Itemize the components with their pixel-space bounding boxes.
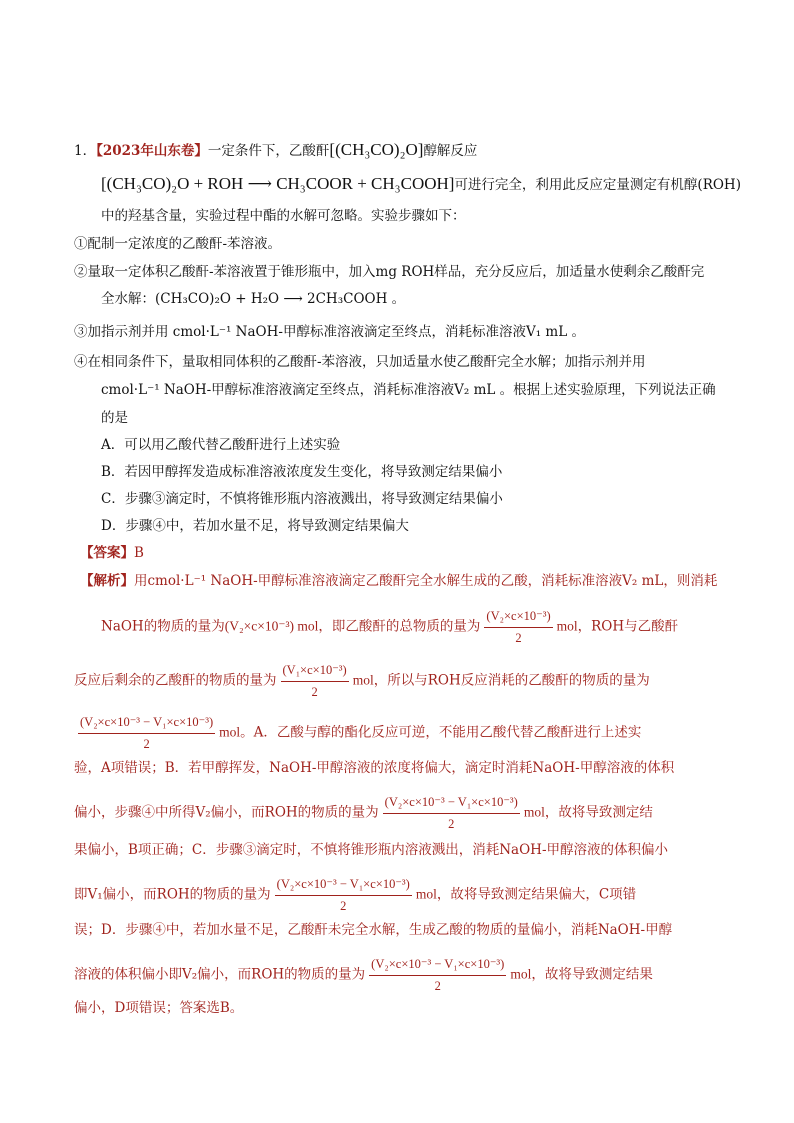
question-line-1 — [74, 140, 477, 161]
unit-mol: mol — [556, 618, 578, 634]
question-intro: 一定条件下，乙酸酐 — [207, 143, 330, 159]
step-1: ①配制一定浓度的乙酸酐-苯溶液。 — [74, 236, 282, 252]
question-number: 1． — [74, 143, 97, 159]
unit-mol: mol — [415, 886, 437, 902]
analysis-line-5: 验，A项错误；B．若甲醇挥发，NaOH-甲醇溶液的浓度将偏大，滴定时消耗NaOH-甲醇溶液的体积 — [74, 760, 675, 776]
fraction-diff-numerator: (V₂×c×10⁻³ − V₁×c×10⁻³) — [78, 712, 215, 734]
fraction-diff-denominator: 2 — [143, 737, 150, 751]
analysis-line-8 — [74, 874, 636, 916]
step-4-line-2: cmol·L⁻¹ NaOH-甲醇标准溶液滴定至终点，消耗标准溶液V₂ mL 。根据上述实验原理，下列说法正确 — [101, 382, 716, 398]
analysis-line-4 — [74, 712, 641, 754]
analysis-text-2c: ，即乙酸酐的总物质的量为 — [318, 618, 481, 635]
analysis-text-3a: 反应后剩余的乙酸酐的物质的量为 — [74, 672, 277, 689]
option-b: B．若因甲醇挥发造成标准溶液浓度发生变化，将导致测定结果偏小 — [101, 464, 503, 480]
option-d: D．步骤④中，若加水量不足，将导致测定结果偏大 — [101, 518, 409, 534]
analysis-text-2a: NaOH的物质的量为 — [101, 618, 225, 635]
fraction-v2-numerator: (V₂×c×10⁻³) — [484, 606, 552, 628]
unit-mol: mol — [510, 966, 532, 982]
fraction-diff-numerator: (V₂×c×10⁻³ − V₁×c×10⁻³) — [383, 792, 520, 814]
fraction-diff-denominator: 2 — [448, 817, 455, 831]
answer-value: B — [134, 545, 144, 561]
fraction-diff-numerator: (V₂×c×10⁻³ − V₁×c×10⁻³) — [369, 954, 506, 976]
analysis-line-3 — [74, 660, 650, 702]
step-2-line-1: ②量取一定体积乙酸酐-苯溶液置于锥形瓶中，加入mg ROH样品，充分反应后，加适量水使剩余乙酸酐完 — [74, 264, 705, 280]
fraction-v1 — [281, 660, 349, 702]
option-c: C．步骤③滴定时，不慎将锥形瓶内溶液溅出，将导致测定结果偏小 — [101, 491, 503, 507]
unit-mol: mol — [523, 804, 545, 820]
step-2-line-2: 全水解：(CH₃CO)₂O + H₂O ⟶ 2CH₃COOH 。 — [101, 291, 406, 307]
analysis-line-9: 误；D．步骤④中，若加水量不足，乙酸酐未完全水解，生成乙酸的物质的量偏小，消耗NaOH-甲醇 — [74, 922, 673, 938]
naoh-amount-formula: (V₂×c×10⁻³) mol — [224, 618, 319, 634]
fraction-v2-denominator: 2 — [515, 631, 522, 645]
analysis-text-1: 用cmol·L⁻¹ NaOH-甲醇标准溶液滴定乙酸酐完全水解生成的乙酸，消耗标准溶液V₂ mL，则消耗 — [134, 573, 718, 589]
fraction-v1-denominator: 2 — [311, 685, 318, 699]
source-tag: 【2023年山东卷】 — [96, 143, 208, 159]
analysis-line-6 — [74, 792, 653, 834]
fraction-diff — [369, 954, 506, 996]
question-line-3: 中的羟基含量，实验过程中酯的水解可忽略。实验步骤如下： — [101, 208, 466, 224]
analysis-text-6b: ，故将导致测定结 — [544, 804, 653, 821]
fraction-diff-denominator: 2 — [434, 979, 441, 993]
fraction-diff-numerator: (V₂×c×10⁻³ − V₁×c×10⁻³) — [275, 874, 412, 896]
step-3: ③加指示剂并用 cmol·L⁻¹ NaOH-甲醇标准溶液滴定至终点，消耗标准溶液V₁ mL 。 — [74, 324, 585, 340]
question-intro-end: 醇解反应 — [423, 143, 478, 159]
analysis-text-4b: 。A．乙酸与醇的酯化反应可逆，不能用乙酸代替乙酸酐进行上述实 — [240, 724, 642, 741]
analysis-text-10a: 溶液的体积偏小即V₂偏小，而ROH的物质的量为 — [74, 966, 366, 983]
answer-line — [80, 543, 144, 563]
question-line-2 — [101, 174, 741, 195]
analysis-text-10b: ，故将导致测定结果 — [531, 966, 653, 983]
analysis-text-3b: ，所以与ROH反应消耗的乙酸酐的物质的量为 — [373, 672, 650, 689]
fraction-v2 — [484, 606, 552, 648]
fraction-diff-denominator: 2 — [340, 899, 347, 913]
reaction-formula: [(CH₃CO)₂O + ROH ⟶ CH₃COOR + CH₃COOH] — [101, 174, 455, 193]
fraction-v1-numerator: (V₁×c×10⁻³) — [281, 660, 349, 682]
analysis-label: 【解析】 — [80, 573, 134, 589]
fraction-diff — [78, 712, 215, 754]
unit-mol: mol — [219, 724, 241, 740]
analysis-text-2d: ，ROH与乙酸酐 — [577, 618, 679, 635]
analysis-text-8a: 即V₁偏小，而ROH的物质的量为 — [74, 886, 271, 903]
analysis-text-6a: 偏小，步骤④中所得V₂偏小，而ROH的物质的量为 — [74, 804, 379, 821]
analysis-text-8b: ，故将导致测定结果偏大，C项错 — [436, 886, 637, 903]
answer-label: 【答案】 — [80, 545, 134, 561]
question-line-2-end: 可进行完全，利用此反应定量测定有机醇(ROH) — [454, 177, 741, 193]
step-4-line-1: ④在相同条件下，量取相同体积的乙酸酐-苯溶液，只加适量水使乙酸酐完全水解；加指示剂并用 — [74, 354, 646, 370]
fraction-diff — [383, 792, 520, 834]
analysis-line-1 — [80, 571, 717, 591]
anhydride-formula: [(CH₃CO)₂O] — [329, 140, 424, 159]
analysis-line-2 — [101, 606, 678, 648]
fraction-diff — [275, 874, 412, 916]
analysis-line-7: 果偏小，B项正确；C．步骤③滴定时，不慎将锥形瓶内溶液溅出，消耗NaOH-甲醇溶液的体积偏小 — [74, 842, 669, 858]
option-a: A．可以用乙酸代替乙酸酐进行上述实验 — [101, 437, 341, 453]
step-4-line-3: 的是 — [101, 410, 128, 426]
analysis-line-11: 偏小，D项错误；答案选B。 — [74, 1000, 244, 1016]
analysis-line-10 — [74, 954, 653, 996]
unit-mol: mol — [352, 672, 374, 688]
